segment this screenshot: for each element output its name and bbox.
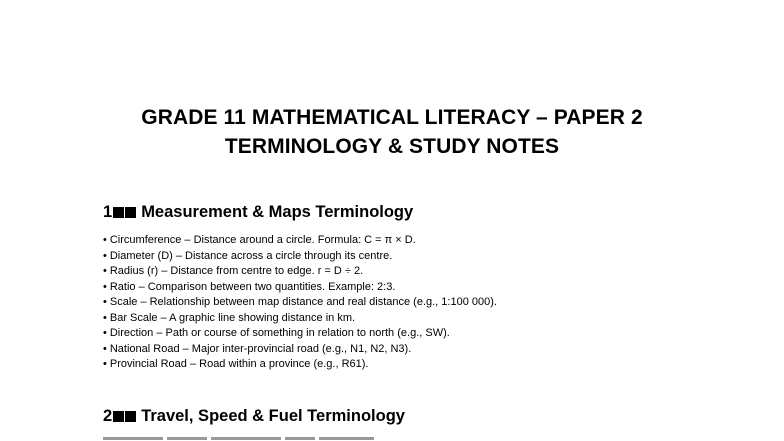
square-bullet-icon bbox=[113, 207, 124, 218]
list-item: • Diameter (D) – Distance across a circle through its centre. bbox=[103, 249, 497, 265]
list-item: • Provincial Road – Road within a province (e.g., R61). bbox=[103, 357, 497, 373]
section-title: Measurement & Maps Terminology bbox=[141, 203, 414, 221]
list-item: • Direction – Path or course of something in relation to north (e.g., SW). bbox=[103, 326, 497, 342]
section-heading-measurement bbox=[103, 202, 413, 222]
section-number: 1 bbox=[103, 203, 113, 221]
cutoff-text-line bbox=[103, 437, 403, 441]
list-item: • National Road – Major inter-provincial road (e.g., N1, N2, N3). bbox=[103, 342, 497, 358]
terminology-list bbox=[103, 233, 497, 373]
list-item: • Scale – Relationship between map distance and real distance (e.g., 1:100 000). bbox=[103, 295, 497, 311]
document-subtitle: TERMINOLOGY & STUDY NOTES bbox=[224, 135, 560, 158]
section-title: Travel, Speed & Fuel Terminology bbox=[141, 407, 405, 425]
list-item: • Bar Scale – A graphic line showing distance in km. bbox=[103, 311, 497, 327]
section-number: 2 bbox=[103, 407, 113, 425]
square-bullet-icon bbox=[125, 411, 136, 422]
square-bullet-icon bbox=[113, 411, 124, 422]
list-item: • Circumference – Distance around a circle. Formula: C = π × D. bbox=[103, 233, 497, 249]
list-item: • Ratio – Comparison between two quantities. Example: 2:3. bbox=[103, 280, 497, 296]
square-bullet-icon bbox=[125, 207, 136, 218]
document-title: GRADE 11 MATHEMATICAL LITERACY – PAPER 2 bbox=[141, 106, 643, 129]
list-item: • Radius (r) – Distance from centre to edge. r = D ÷ 2. bbox=[103, 264, 497, 280]
section-heading-travel bbox=[103, 406, 405, 426]
